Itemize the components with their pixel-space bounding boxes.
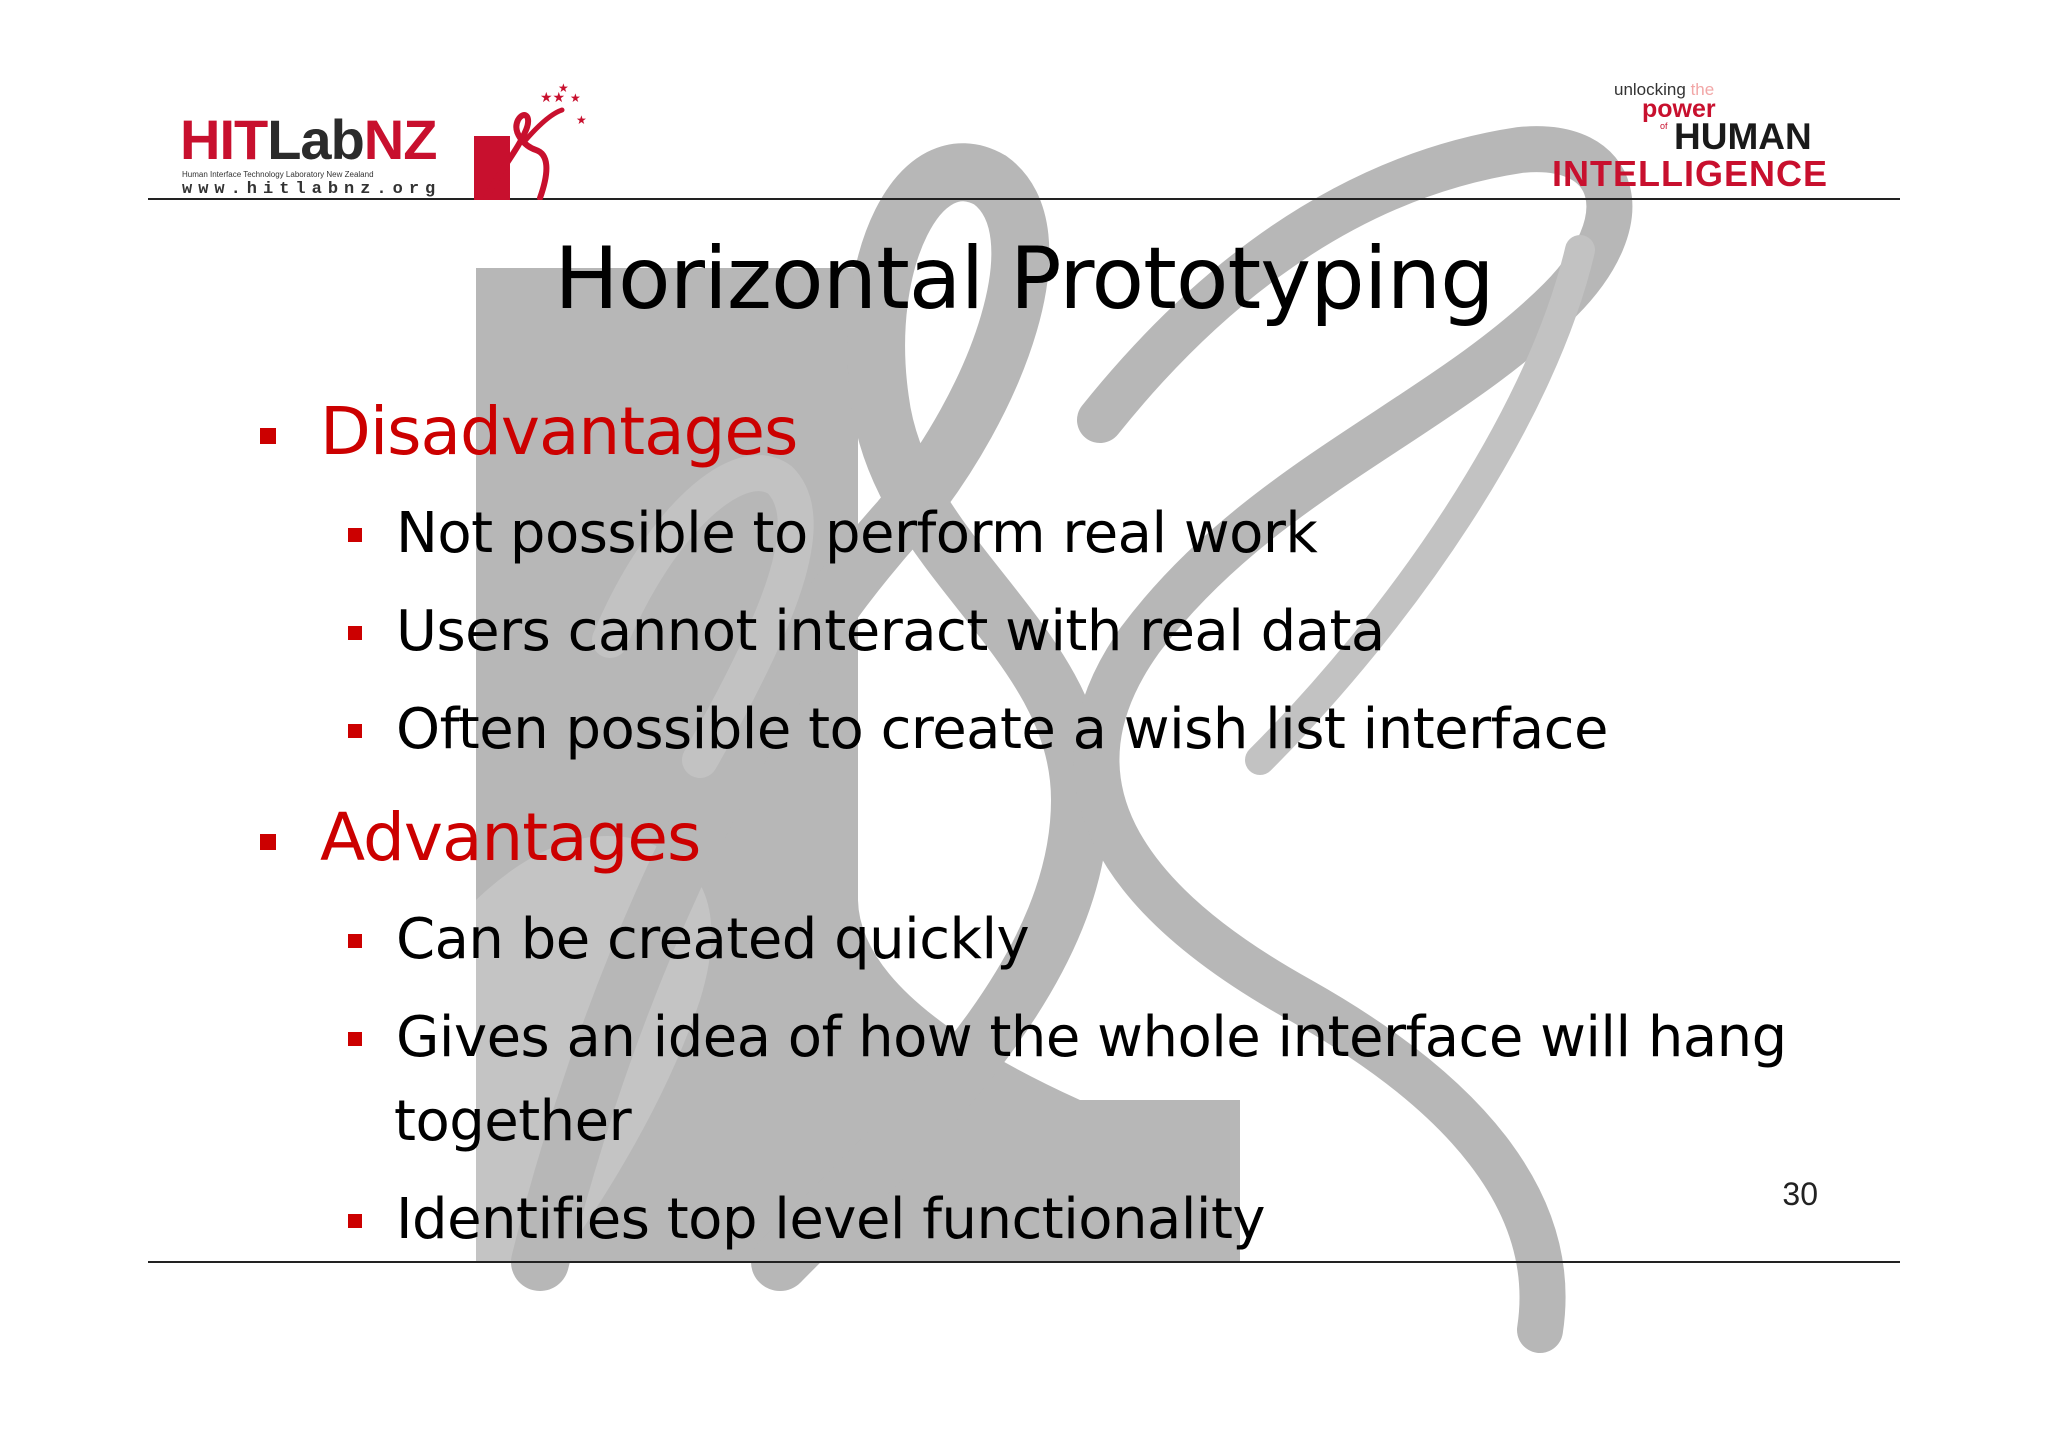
section-heading-text: Disadvantages [320,393,798,470]
list-item [396,698,1608,762]
list-item [396,908,1029,972]
unlocking-power-logo [1548,78,1888,198]
slide-title: Horizontal Prototyping [554,229,1494,329]
logo-the: the [1690,80,1715,99]
list-item [396,502,1317,566]
bullet-square-icon [348,724,362,738]
bullet-square-icon [348,934,362,948]
list-item [396,1188,1265,1252]
section-heading-advantages [320,799,701,876]
logo-power: power [1642,95,1716,123]
page-number: 30 [1782,1176,1818,1212]
bullet-square-icon [348,1214,362,1228]
list-item-text: Identifies top level functionality [396,1187,1266,1252]
list-item-text: together [394,1089,632,1154]
bullet-square-icon [348,528,362,542]
bullet-square-icon [260,428,276,444]
svg-text:★: ★ [558,81,569,95]
logo-nz: NZ [363,108,437,171]
logo-of: of [1660,121,1668,131]
logo-lab: Lab [267,108,364,171]
logo-tagline: Human Interface Technology Laboratory New Zealand [182,170,374,179]
logo-url: www.hitlabnz.org [182,180,442,199]
section-heading-disadvantages [320,393,798,470]
list-item-text: Can be created quickly [396,907,1030,972]
list-item-text: Gives an idea of how the whole interface will hang [396,1005,1787,1070]
footer-rule [148,1261,1900,1263]
list-item [396,1006,1787,1070]
bullet-square-icon [260,834,276,850]
list-item-text: Often possible to create a wish list interface [396,697,1608,762]
list-item-text: Users cannot interact with real data [396,599,1385,664]
logo-wordmark [180,108,437,171]
section-heading-text: Advantages [320,799,701,876]
list-item [396,600,1385,664]
bullet-square-icon [348,1032,362,1046]
svg-text:★★: ★★ [540,90,566,106]
logo-mark-icon [466,80,598,200]
logo-human: HUMAN [1674,116,1812,157]
list-item-continuation [394,1090,631,1154]
hitlabnz-logo [178,80,598,200]
logo-intelligence: INTELLIGENCE [1552,153,1829,194]
bullet-square-icon [348,626,362,640]
svg-text:★: ★ [576,113,587,127]
svg-text:★: ★ [570,91,581,105]
list-item-text: Not possible to perform real work [396,501,1318,566]
logo-hit: HIT [180,108,268,171]
logo-unlocking: unlocking [1614,80,1686,99]
logo-human-line [1660,116,1812,157]
